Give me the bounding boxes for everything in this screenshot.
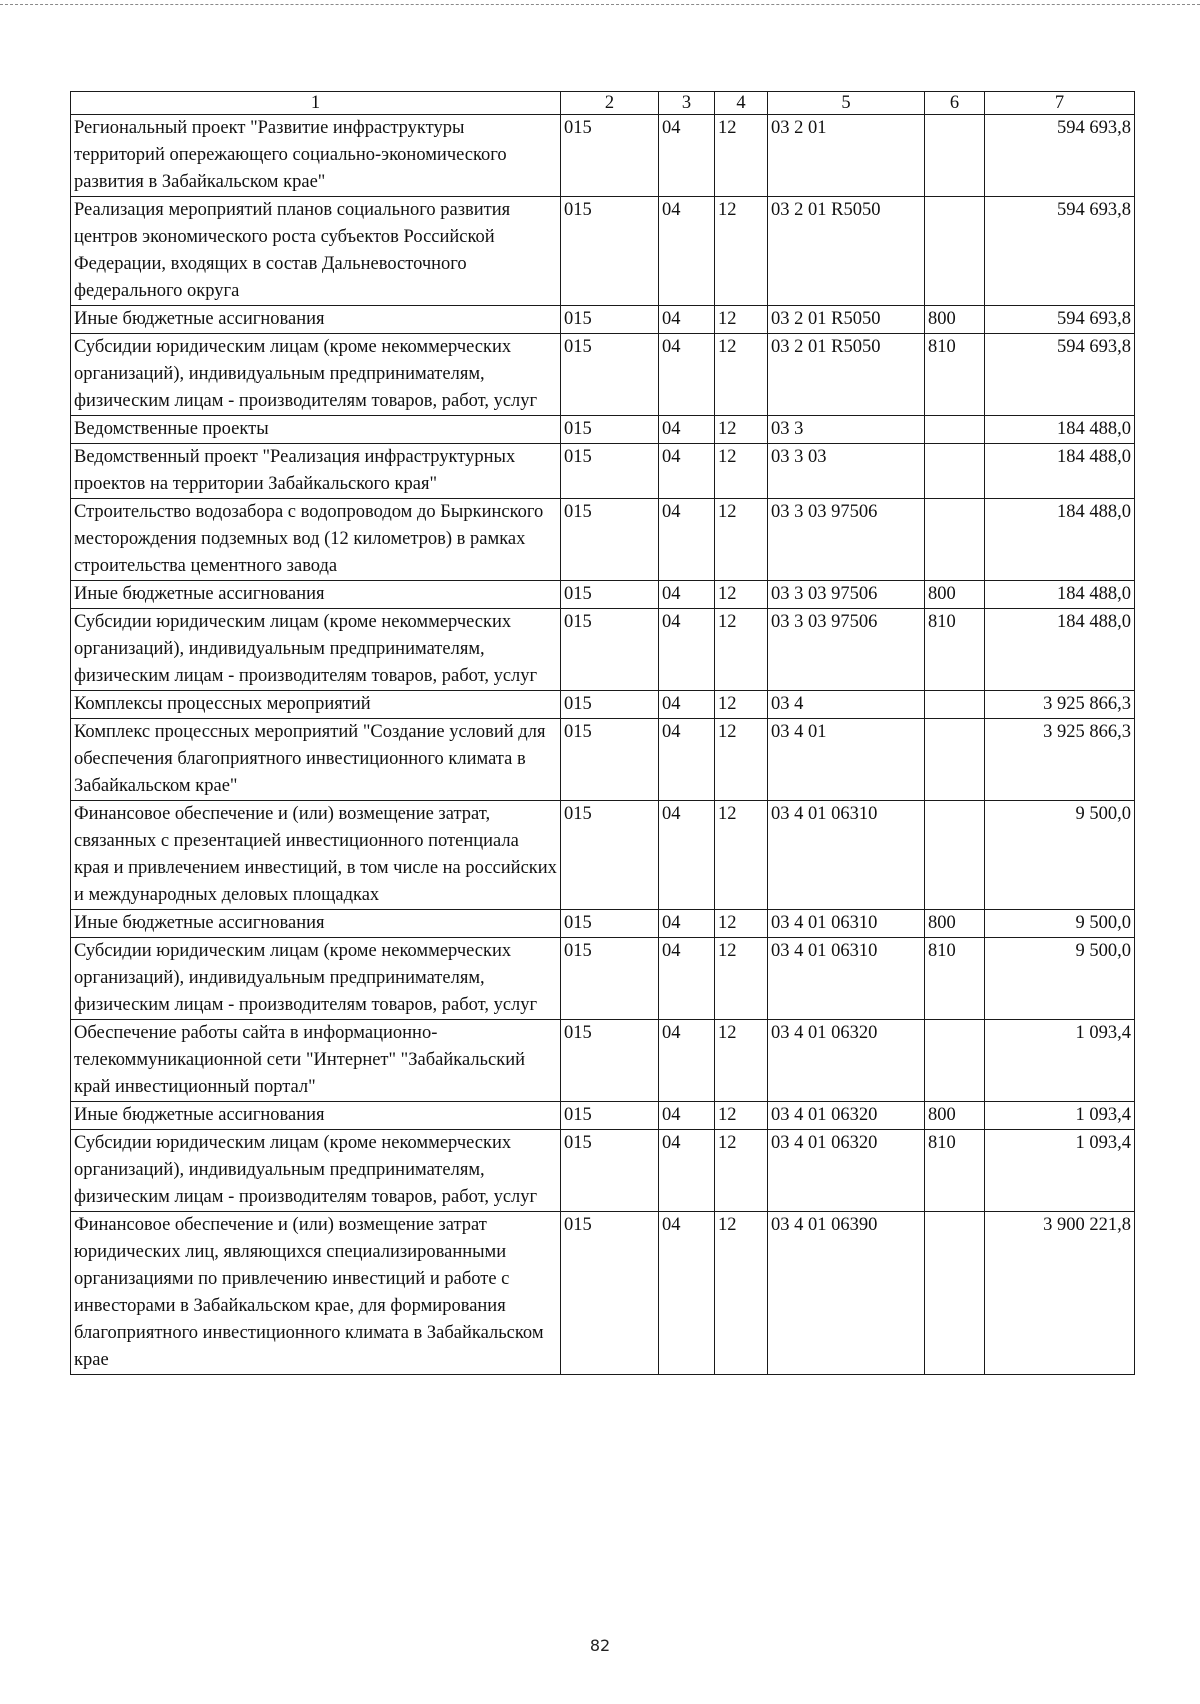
target-article-cell: 03 2 01 R5050 <box>768 306 925 334</box>
target-article-cell: 03 4 01 06320 <box>768 1020 925 1102</box>
column-header: 7 <box>985 92 1135 115</box>
ministry-code-cell: 015 <box>561 719 659 801</box>
row-name-cell: Иные бюджетные ассигнования <box>71 1102 561 1130</box>
amount-cell: 184 488,0 <box>985 416 1135 444</box>
table-row <box>71 306 1135 334</box>
target-article-cell: 03 4 01 06320 <box>768 1102 925 1130</box>
amount-cell: 594 693,8 <box>985 197 1135 306</box>
ministry-code-cell: 015 <box>561 444 659 499</box>
table-row <box>71 910 1135 938</box>
expense-type-cell: 810 <box>925 938 985 1020</box>
expense-type-cell: 800 <box>925 581 985 609</box>
section-code-cell: 04 <box>659 197 715 306</box>
row-name-cell: Иные бюджетные ассигнования <box>71 910 561 938</box>
amount-cell: 3 900 221,8 <box>985 1212 1135 1375</box>
expense-type-cell <box>925 801 985 910</box>
section-code-cell: 04 <box>659 719 715 801</box>
scan-edge-line <box>0 4 1200 5</box>
subsection-code-cell: 12 <box>715 499 768 581</box>
section-code-cell: 04 <box>659 306 715 334</box>
row-name-cell: Региональный проект "Развитие инфраструктуры территорий опережающего социально-экономического развития в Забайкальском крае" <box>71 115 561 197</box>
section-code-cell: 04 <box>659 581 715 609</box>
subsection-code-cell: 12 <box>715 306 768 334</box>
table-row <box>71 334 1135 416</box>
section-code-cell: 04 <box>659 691 715 719</box>
ministry-code-cell: 015 <box>561 691 659 719</box>
target-article-cell: 03 4 01 06310 <box>768 938 925 1020</box>
section-code-cell: 04 <box>659 609 715 691</box>
expense-type-cell <box>925 1020 985 1102</box>
amount-cell: 9 500,0 <box>985 801 1135 910</box>
expense-type-cell <box>925 444 985 499</box>
subsection-code-cell: 12 <box>715 609 768 691</box>
target-article-cell: 03 3 03 97506 <box>768 581 925 609</box>
section-code-cell: 04 <box>659 938 715 1020</box>
amount-cell: 9 500,0 <box>985 938 1135 1020</box>
expense-type-cell <box>925 499 985 581</box>
budget-table <box>70 91 1135 1375</box>
ministry-code-cell: 015 <box>561 581 659 609</box>
amount-cell: 594 693,8 <box>985 306 1135 334</box>
subsection-code-cell: 12 <box>715 115 768 197</box>
amount-cell: 184 488,0 <box>985 581 1135 609</box>
ministry-code-cell: 015 <box>561 1130 659 1212</box>
expense-type-cell <box>925 1212 985 1375</box>
subsection-code-cell: 12 <box>715 910 768 938</box>
target-article-cell: 03 4 01 06310 <box>768 801 925 910</box>
subsection-code-cell: 12 <box>715 444 768 499</box>
target-article-cell: 03 2 01 <box>768 115 925 197</box>
ministry-code-cell: 015 <box>561 801 659 910</box>
target-article-cell: 03 4 01 06390 <box>768 1212 925 1375</box>
subsection-code-cell: 12 <box>715 1020 768 1102</box>
amount-cell: 184 488,0 <box>985 444 1135 499</box>
expense-type-cell <box>925 691 985 719</box>
ministry-code-cell: 015 <box>561 1102 659 1130</box>
ministry-code-cell: 015 <box>561 306 659 334</box>
section-code-cell: 04 <box>659 444 715 499</box>
expense-type-cell: 800 <box>925 910 985 938</box>
target-article-cell: 03 4 01 06320 <box>768 1130 925 1212</box>
target-article-cell: 03 3 03 97506 <box>768 499 925 581</box>
section-code-cell: 04 <box>659 801 715 910</box>
subsection-code-cell: 12 <box>715 581 768 609</box>
expense-type-cell <box>925 115 985 197</box>
row-name-cell: Субсидии юридическим лицам (кроме некоммерческих организаций), индивидуальным предпринимателям, физическим лицам - производителям товаров, работ, услуг <box>71 938 561 1020</box>
column-header: 4 <box>715 92 768 115</box>
ministry-code-cell: 015 <box>561 115 659 197</box>
section-code-cell: 04 <box>659 416 715 444</box>
row-name-cell: Комплекс процессных мероприятий "Создание условий для обеспечения благоприятного инвестиционного климата в Забайкальском крае" <box>71 719 561 801</box>
column-header: 6 <box>925 92 985 115</box>
row-name-cell: Субсидии юридическим лицам (кроме некоммерческих организаций), индивидуальным предпринимателям, физическим лицам - производителям товаров, работ, услуг <box>71 1130 561 1212</box>
ministry-code-cell: 015 <box>561 334 659 416</box>
subsection-code-cell: 12 <box>715 691 768 719</box>
amount-cell: 1 093,4 <box>985 1130 1135 1212</box>
subsection-code-cell: 12 <box>715 197 768 306</box>
column-header: 1 <box>71 92 561 115</box>
ministry-code-cell: 015 <box>561 938 659 1020</box>
row-name-cell: Иные бюджетные ассигнования <box>71 306 561 334</box>
column-header: 5 <box>768 92 925 115</box>
amount-cell: 184 488,0 <box>985 609 1135 691</box>
table-row <box>71 938 1135 1020</box>
amount-cell: 1 093,4 <box>985 1102 1135 1130</box>
table-header-row <box>71 92 1135 115</box>
ministry-code-cell: 015 <box>561 910 659 938</box>
expense-type-cell <box>925 416 985 444</box>
expense-type-cell: 800 <box>925 306 985 334</box>
target-article-cell: 03 4 <box>768 691 925 719</box>
page-number: 82 <box>589 1636 611 1655</box>
table-row <box>71 801 1135 910</box>
table-row <box>71 1102 1135 1130</box>
target-article-cell: 03 2 01 R5050 <box>768 197 925 306</box>
ministry-code-cell: 015 <box>561 197 659 306</box>
table-row <box>71 691 1135 719</box>
row-name-cell: Строительство водозабора с водопроводом до Быркинского месторождения подземных вод (12 километров) в рамках строительства цементного завода <box>71 499 561 581</box>
expense-type-cell: 810 <box>925 334 985 416</box>
subsection-code-cell: 12 <box>715 938 768 1020</box>
row-name-cell: Реализация мероприятий планов социального развития центров экономического роста субъектов Российской Федерации, входящих в состав Дальневосточного федерального округа <box>71 197 561 306</box>
subsection-code-cell: 12 <box>715 719 768 801</box>
table-row <box>71 609 1135 691</box>
row-name-cell: Финансовое обеспечение и (или) возмещение затрат юридических лиц, являющихся специализированными организациями по привлечению инвестиций и работе с инвесторами в Забайкальском крае, для формирования благоприятного инвестиционного климата в Забайкальском крае <box>71 1212 561 1375</box>
table-row <box>71 197 1135 306</box>
ministry-code-cell: 015 <box>561 416 659 444</box>
ministry-code-cell: 015 <box>561 1020 659 1102</box>
row-name-cell: Ведомственные проекты <box>71 416 561 444</box>
amount-cell: 9 500,0 <box>985 910 1135 938</box>
row-name-cell: Субсидии юридическим лицам (кроме некоммерческих организаций), индивидуальным предпринимателям, физическим лицам - производителям товаров, работ, услуг <box>71 334 561 416</box>
subsection-code-cell: 12 <box>715 1212 768 1375</box>
table-row <box>71 1020 1135 1102</box>
table-row <box>71 1212 1135 1375</box>
expense-type-cell: 810 <box>925 609 985 691</box>
expense-type-cell <box>925 197 985 306</box>
expense-type-cell <box>925 719 985 801</box>
table-row <box>71 1130 1135 1212</box>
row-name-cell: Обеспечение работы сайта в информационно-телекоммуникационной сети "Интернет" "Забайкальский край инвестиционный портал" <box>71 1020 561 1102</box>
table-row <box>71 581 1135 609</box>
ministry-code-cell: 015 <box>561 1212 659 1375</box>
target-article-cell: 03 2 01 R5050 <box>768 334 925 416</box>
amount-cell: 594 693,8 <box>985 115 1135 197</box>
target-article-cell: 03 3 03 <box>768 444 925 499</box>
row-name-cell: Финансовое обеспечение и (или) возмещение затрат, связанных с презентацией инвестиционного потенциала края и привлечением инвестиций, в том числе на российских и международных деловых площадках <box>71 801 561 910</box>
section-code-cell: 04 <box>659 115 715 197</box>
subsection-code-cell: 12 <box>715 801 768 910</box>
subsection-code-cell: 12 <box>715 1102 768 1130</box>
target-article-cell: 03 3 <box>768 416 925 444</box>
amount-cell: 3 925 866,3 <box>985 691 1135 719</box>
row-name-cell: Субсидии юридическим лицам (кроме некоммерческих организаций), индивидуальным предпринимателям, физическим лицам - производителям товаров, работ, услуг <box>71 609 561 691</box>
subsection-code-cell: 12 <box>715 1130 768 1212</box>
amount-cell: 1 093,4 <box>985 1020 1135 1102</box>
section-code-cell: 04 <box>659 910 715 938</box>
section-code-cell: 04 <box>659 334 715 416</box>
expense-type-cell: 810 <box>925 1130 985 1212</box>
row-name-cell: Ведомственный проект "Реализация инфраструктурных проектов на территории Забайкальского края" <box>71 444 561 499</box>
section-code-cell: 04 <box>659 1102 715 1130</box>
section-code-cell: 04 <box>659 499 715 581</box>
table-row <box>71 444 1135 499</box>
table-row <box>71 416 1135 444</box>
target-article-cell: 03 3 03 97506 <box>768 609 925 691</box>
section-code-cell: 04 <box>659 1212 715 1375</box>
subsection-code-cell: 12 <box>715 416 768 444</box>
table-row <box>71 499 1135 581</box>
amount-cell: 594 693,8 <box>985 334 1135 416</box>
column-header: 3 <box>659 92 715 115</box>
table-row <box>71 115 1135 197</box>
section-code-cell: 04 <box>659 1020 715 1102</box>
amount-cell: 184 488,0 <box>985 499 1135 581</box>
row-name-cell: Комплексы процессных мероприятий <box>71 691 561 719</box>
ministry-code-cell: 015 <box>561 609 659 691</box>
target-article-cell: 03 4 01 06310 <box>768 910 925 938</box>
section-code-cell: 04 <box>659 1130 715 1212</box>
ministry-code-cell: 015 <box>561 499 659 581</box>
expense-type-cell: 800 <box>925 1102 985 1130</box>
column-header: 2 <box>561 92 659 115</box>
row-name-cell: Иные бюджетные ассигнования <box>71 581 561 609</box>
table-row <box>71 719 1135 801</box>
target-article-cell: 03 4 01 <box>768 719 925 801</box>
subsection-code-cell: 12 <box>715 334 768 416</box>
amount-cell: 3 925 866,3 <box>985 719 1135 801</box>
